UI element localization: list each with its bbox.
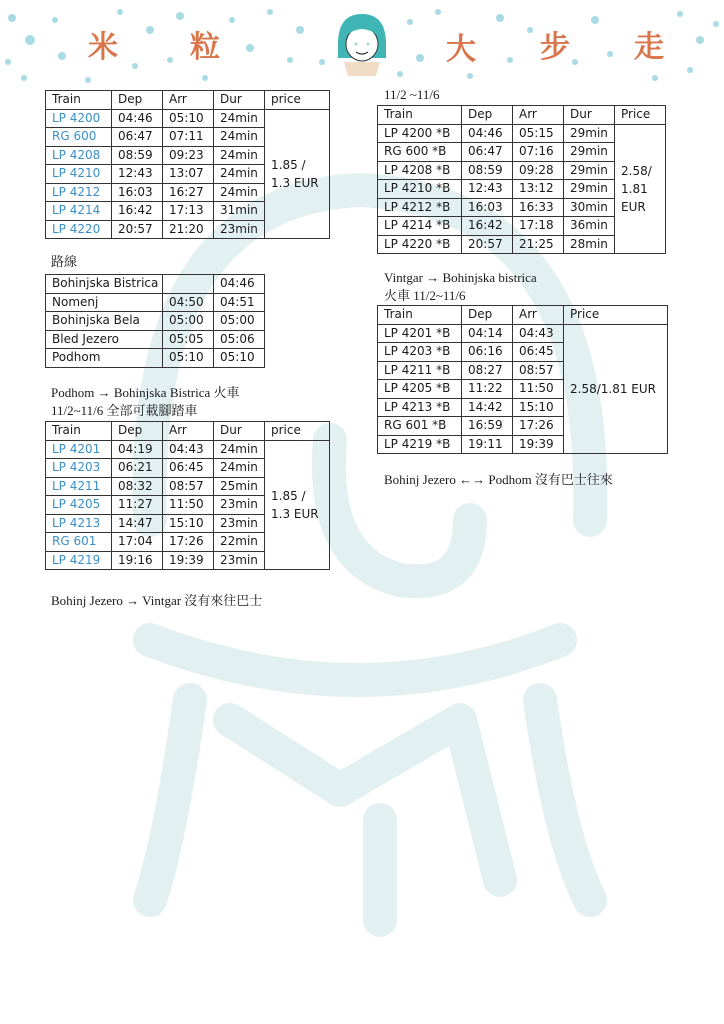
header-cell: Train — [378, 306, 462, 325]
note-no-bus-vintgar — [51, 593, 262, 609]
header-cell: Arr — [163, 422, 214, 441]
route-to: Bohinjska Bistrica 火車 — [113, 385, 240, 400]
dep-cell: 16:03 — [112, 183, 163, 202]
station-cell: Bohinjska Bistrica — [46, 275, 163, 294]
dep-cell: 04:19 — [112, 440, 163, 459]
dur-cell: 25min — [214, 477, 265, 496]
station-cell: Bohinjska Bela — [46, 312, 163, 331]
arr-cell — [163, 275, 214, 294]
header-cell: Dep — [462, 306, 513, 325]
arr-cell: 16:27 — [163, 183, 214, 202]
section-subtitle-podhom: 11/2~11/6 全部可載腳踏車 — [51, 403, 198, 418]
arr-cell: 13:12 — [513, 180, 564, 199]
timetable-podhom-to-bohinjska-block — [45, 421, 330, 570]
dur-cell: 24min — [214, 146, 265, 165]
arr-cell: 07:16 — [513, 143, 564, 162]
station-cell: Podhom — [46, 349, 163, 368]
price-text: 1.85 / — [271, 488, 306, 503]
route-from: Vintgar — [384, 270, 423, 285]
banner-title-char-2: 粒 — [190, 30, 220, 65]
table-header-row — [46, 91, 330, 110]
banner-title-char-4: 步 — [540, 30, 570, 65]
timetable-bohinjska-to-podhom — [45, 90, 330, 239]
train-cell: LP 4212 *B — [378, 198, 462, 217]
arr-cell: 16:33 — [513, 198, 564, 217]
dep-cell: 16:42 — [112, 202, 163, 221]
dur-cell: 23min — [214, 220, 265, 239]
price-text: 1.81 — [621, 181, 648, 196]
section-heading-podhom — [51, 385, 240, 401]
header-cell: Arr — [163, 91, 214, 110]
arrow-right-icon: → — [126, 593, 140, 608]
arr-cell: 19:39 — [163, 551, 214, 570]
price-text: EUR — [621, 199, 646, 214]
dep-cell: 20:57 — [462, 235, 513, 254]
dep-cell: 04:14 — [462, 324, 513, 343]
dep-cell: 14:42 — [462, 398, 513, 417]
dep-cell: 16:42 — [462, 217, 513, 236]
arr-cell: 06:45 — [163, 459, 214, 478]
route-table-block — [45, 274, 265, 368]
timetable-podhom-to-bohinjska — [45, 421, 330, 570]
header-cell: Dep — [112, 422, 163, 441]
arr-cell: 11:50 — [163, 496, 214, 515]
dep-cell: 19:11 — [462, 435, 513, 454]
header-cell: Dur — [214, 422, 265, 441]
dep-cell: 04:51 — [214, 293, 265, 312]
train-cell: LP 4211 *B — [378, 361, 462, 380]
dur-cell: 29min — [564, 143, 615, 162]
dep-cell: 06:47 — [462, 143, 513, 162]
dur-cell: 29min — [564, 124, 615, 143]
dep-cell: 08:32 — [112, 477, 163, 496]
arr-cell: 08:57 — [163, 477, 214, 496]
train-cell: LP 4214 — [46, 202, 112, 221]
arr-cell: 04:50 — [163, 293, 214, 312]
route-from: Bohinj Jezero — [384, 472, 456, 487]
arr-cell: 04:43 — [513, 324, 564, 343]
dep-cell: 05:10 — [214, 349, 265, 368]
dep-cell: 11:22 — [462, 380, 513, 399]
dep-cell: 04:46 — [112, 109, 163, 128]
train-cell: RG 600 *B — [378, 143, 462, 162]
station-cell: Nomenj — [46, 293, 163, 312]
header-cell: Price — [615, 106, 666, 125]
route-to: Podhom 沒有巴士往來 — [488, 472, 613, 487]
dep-cell: 19:16 — [112, 551, 163, 570]
arrow-both-icon: ←→ — [459, 472, 486, 487]
arr-cell: 13:07 — [163, 165, 214, 184]
dur-cell: 24min — [214, 165, 265, 184]
timetable-vintgar-to-bohinjska-block — [377, 305, 668, 454]
arr-cell: 09:23 — [163, 146, 214, 165]
table-header-row — [46, 422, 330, 441]
train-cell: LP 4205 — [46, 496, 112, 515]
header-cell: Dur — [564, 106, 615, 125]
dur-cell: 24min — [214, 440, 265, 459]
dep-cell: 12:43 — [462, 180, 513, 199]
dur-cell: 29min — [564, 180, 615, 199]
table-row — [46, 312, 265, 331]
route-table — [45, 274, 265, 368]
train-cell: LP 4210 *B — [378, 180, 462, 199]
dep-cell: 05:06 — [214, 330, 265, 349]
train-cell: LP 4212 — [46, 183, 112, 202]
dep-cell: 08:27 — [462, 361, 513, 380]
arr-cell: 08:57 — [513, 361, 564, 380]
table-row — [46, 349, 265, 368]
dur-cell: 31min — [214, 202, 265, 221]
note-no-bus-podhom — [384, 472, 613, 488]
dur-cell: 23min — [214, 514, 265, 533]
table-header-row — [378, 106, 666, 125]
header-cell: Dur — [214, 91, 265, 110]
dur-cell: 24min — [214, 128, 265, 147]
timetable-bohinjska-to-podhom-block — [45, 90, 330, 239]
train-cell: LP 4220 *B — [378, 235, 462, 254]
table-row — [46, 293, 265, 312]
price-text: 2.58/ — [621, 163, 652, 178]
header-cell: price — [265, 91, 330, 110]
timetable-vintgar-to-bohinjska — [377, 305, 668, 454]
header-cell: Train — [46, 422, 112, 441]
banner-title-char-3: 大 — [446, 32, 476, 67]
date-range-heading: 11/2 ~11/6 — [384, 87, 440, 102]
train-cell: LP 4201 *B — [378, 324, 462, 343]
dep-cell: 17:04 — [112, 533, 163, 552]
arr-cell: 05:05 — [163, 330, 214, 349]
arr-cell: 21:25 — [513, 235, 564, 254]
arr-cell: 15:10 — [163, 514, 214, 533]
arrow-right-icon: → — [426, 270, 440, 285]
train-cell: LP 4208 *B — [378, 161, 462, 180]
banner-title-char-1: 米 — [88, 30, 118, 65]
station-cell: Bled Jezero — [46, 330, 163, 349]
train-cell: LP 4205 *B — [378, 380, 462, 399]
header-cell: Dep — [112, 91, 163, 110]
dur-cell: 24min — [214, 183, 265, 202]
arr-cell: 06:45 — [513, 343, 564, 362]
arr-cell: 17:18 — [513, 217, 564, 236]
arr-cell: 05:10 — [163, 109, 214, 128]
timetable-bike-bohinjska-to-podhom-block — [377, 105, 666, 254]
train-cell: LP 4210 — [46, 165, 112, 184]
train-cell: LP 4203 *B — [378, 343, 462, 362]
dur-cell: 22min — [214, 533, 265, 552]
table-row — [46, 109, 330, 128]
dep-cell: 06:21 — [112, 459, 163, 478]
dep-cell: 16:03 — [462, 198, 513, 217]
dur-cell: 36min — [564, 217, 615, 236]
arrow-right-icon: → — [97, 385, 111, 400]
dur-cell: 23min — [214, 496, 265, 515]
route-from: Podhom — [51, 385, 95, 400]
train-cell: LP 4203 — [46, 459, 112, 478]
route-to: Bohinjska bistrica — [442, 270, 537, 285]
header-cell: Arr — [513, 306, 564, 325]
header-cell: price — [265, 422, 330, 441]
banner-decoration — [0, 0, 724, 86]
dep-cell: 04:46 — [462, 124, 513, 143]
train-cell: LP 4213 — [46, 514, 112, 533]
banner-title-char-5: 走 — [634, 30, 664, 65]
route-title: 路線 — [51, 255, 78, 270]
dep-cell: 06:16 — [462, 343, 513, 362]
dur-cell: 24min — [214, 459, 265, 478]
dur-cell: 28min — [564, 235, 615, 254]
dep-cell: 12:43 — [112, 165, 163, 184]
dep-cell: 08:59 — [462, 161, 513, 180]
arr-cell: 15:10 — [513, 398, 564, 417]
arr-cell: 05:10 — [163, 349, 214, 368]
dep-cell: 20:57 — [112, 220, 163, 239]
header-cell: Train — [378, 106, 462, 125]
arr-cell: 17:13 — [163, 202, 214, 221]
price-cell — [564, 324, 668, 454]
route-to: Vintgar 沒有來往巴士 — [142, 593, 263, 608]
arr-cell: 17:26 — [163, 533, 214, 552]
dep-cell: 14:47 — [112, 514, 163, 533]
table-header-row — [378, 306, 668, 325]
train-cell: LP 4201 — [46, 440, 112, 459]
train-cell: LP 4220 — [46, 220, 112, 239]
section-heading-vintgar — [384, 270, 537, 286]
header-cell: Arr — [513, 106, 564, 125]
dur-cell: 23min — [214, 551, 265, 570]
price-text: 1.3 EUR — [271, 506, 319, 521]
train-cell: RG 600 — [46, 128, 112, 147]
price-text: 1.3 EUR — [271, 175, 319, 190]
header-cell: Price — [564, 306, 668, 325]
arr-cell: 09:28 — [513, 161, 564, 180]
dur-cell: 29min — [564, 161, 615, 180]
train-cell: LP 4208 — [46, 146, 112, 165]
price-cell — [265, 440, 330, 570]
train-cell: LP 4200 *B — [378, 124, 462, 143]
dep-cell: 06:47 — [112, 128, 163, 147]
arr-cell: 19:39 — [513, 435, 564, 454]
table-row — [378, 124, 666, 143]
dep-cell: 11:27 — [112, 496, 163, 515]
price-cell — [615, 124, 666, 254]
arr-cell: 11:50 — [513, 380, 564, 399]
price-cell — [265, 109, 330, 239]
arr-cell: 05:15 — [513, 124, 564, 143]
arr-cell: 21:20 — [163, 220, 214, 239]
train-cell: LP 4200 — [46, 109, 112, 128]
dur-cell: 24min — [214, 109, 265, 128]
dep-cell: 16:59 — [462, 417, 513, 436]
table-row — [46, 275, 265, 294]
train-cell: RG 601 — [46, 533, 112, 552]
train-cell: LP 4219 — [46, 551, 112, 570]
train-cell: LP 4214 *B — [378, 217, 462, 236]
arr-cell: 07:11 — [163, 128, 214, 147]
table-row — [46, 330, 265, 349]
table-row — [46, 440, 330, 459]
header-cell: Train — [46, 91, 112, 110]
table-row — [378, 324, 668, 343]
dep-cell: 08:59 — [112, 146, 163, 165]
dep-cell: 04:46 — [214, 275, 265, 294]
section-subtitle-vintgar: 火車 11/2~11/6 — [384, 288, 466, 303]
price-text: 2.58/1.81 EUR — [570, 381, 656, 396]
girl-face-icon — [338, 14, 386, 76]
timetable-bike-bohinjska-to-podhom — [377, 105, 666, 254]
price-text: 1.85 / — [271, 157, 306, 172]
train-cell: LP 4211 — [46, 477, 112, 496]
header-cell: Dep — [462, 106, 513, 125]
dep-cell: 05:00 — [214, 312, 265, 331]
arr-cell: 17:26 — [513, 417, 564, 436]
arr-cell: 05:00 — [163, 312, 214, 331]
route-from: Bohinj Jezero — [51, 593, 123, 608]
train-cell: RG 601 *B — [378, 417, 462, 436]
arr-cell: 04:43 — [163, 440, 214, 459]
train-cell: LP 4219 *B — [378, 435, 462, 454]
train-cell: LP 4213 *B — [378, 398, 462, 417]
dur-cell: 30min — [564, 198, 615, 217]
